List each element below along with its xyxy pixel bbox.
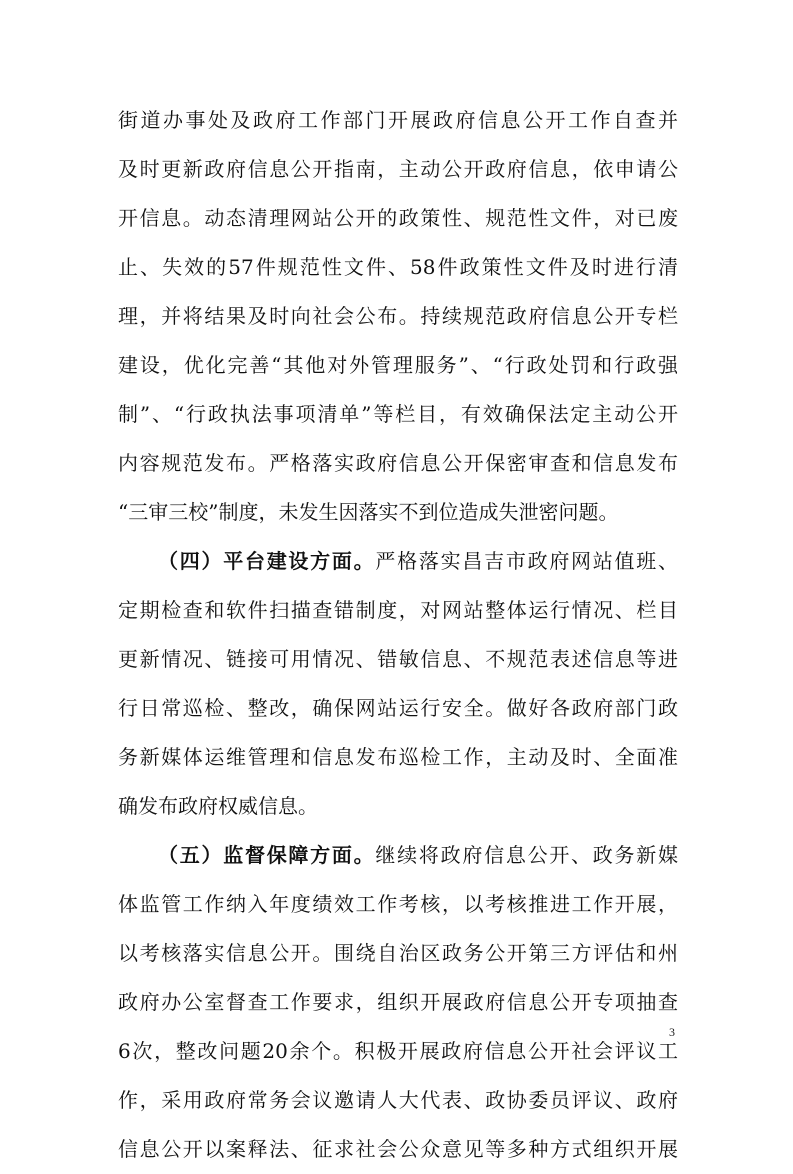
- document-body: [118, 96, 678, 1174]
- text-line: [118, 831, 678, 880]
- paragraph-supervision: [118, 831, 678, 1174]
- text-line: 止、失效的57件规范性文件、58件政策性文件及时进行清: [118, 255, 678, 279]
- text-line: 制”、“行政执法事项清单”等栏目，有效确保法定主动公开: [118, 402, 678, 426]
- text-line: 政府办公室督查工作要求，组织开展政府信息公开专项抽查: [118, 990, 678, 1014]
- section-heading: （四）平台建设方面。: [158, 549, 376, 573]
- text-line: 及时更新政府信息公开指南，主动公开政府信息，依申请公: [118, 157, 678, 181]
- section-heading: （五）监督保障方面。: [158, 843, 376, 867]
- page-number: 3: [669, 1025, 675, 1039]
- text-line: 定期检查和软件扫描查错制度，对网站整体运行情况、栏目: [118, 598, 678, 622]
- text-line: 以考核落实信息公开。围绕自治区政务公开第三方评估和州: [118, 941, 678, 965]
- text-line: 内容规范发布。严格落实政府信息公开保密审查和信息发布: [118, 451, 678, 475]
- text-line: 开信息。动态清理网站公开的政策性、规范性文件，对已废: [118, 206, 678, 230]
- text-span: 继续将政府信息公开、政务新媒: [375, 843, 678, 867]
- text-line: [118, 537, 678, 586]
- text-span: 严格落实昌吉市政府网站值班、: [375, 549, 678, 573]
- text-line: 6次，整改问题20余个。积极开展政府信息公开社会评议工: [118, 1039, 678, 1063]
- text-line: 理，并将结果及时向社会公布。持续规范政府信息公开专栏: [118, 304, 678, 328]
- text-line: 街道办事处及政府工作部门开展政府信息公开工作自查并: [118, 108, 678, 132]
- text-line: 行日常巡检、整改，确保网站运行安全。做好各政府部门政: [118, 696, 678, 720]
- text-line: “三审三校”制度，未发生因落实不到位造成失泄密问题。: [118, 500, 619, 524]
- text-line: 作，采用政府常务会议邀请人大代表、政协委员评议、政府: [118, 1088, 678, 1112]
- paragraph-platform-construction: [118, 537, 678, 831]
- text-line: 信息公开以案释法、征求社会公众意见等多种方式组织开展: [118, 1137, 678, 1161]
- text-line: 确发布政府权威信息。: [118, 794, 318, 818]
- paragraph-disclosure: [118, 96, 678, 537]
- text-line: 务新媒体运维管理和信息发布巡检工作，主动及时、全面准: [118, 745, 678, 769]
- text-line: 建设，优化完善“其他对外管理服务”、“行政处罚和行政强: [118, 353, 678, 377]
- text-line: 体监管工作纳入年度绩效工作考核，以考核推进工作开展，: [118, 892, 678, 916]
- text-line: 更新情况、链接可用情况、错敏信息、不规范表述信息等进: [118, 647, 678, 671]
